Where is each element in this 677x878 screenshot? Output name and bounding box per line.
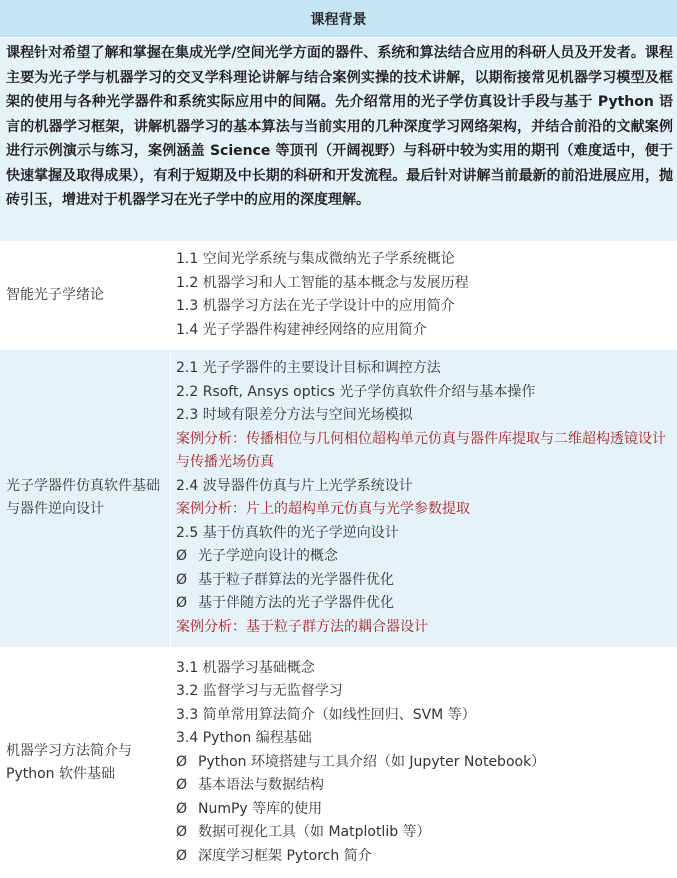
bullet-text: 基本语法与数据结构: [198, 777, 324, 794]
topic-item: 3.3 简单常用算法简介（如线性回归、SVM 等）: [176, 706, 476, 723]
topic-item: 1.2 机器学习和人工智能的基本概念与发展历程: [176, 274, 469, 291]
topic-item: 1.4 光子学器件构建神经网络的应用简介: [176, 321, 427, 338]
topic-item: 3.1 机器学习基础概念: [176, 659, 315, 676]
bullet-icon: Ø: [176, 800, 188, 817]
bullet-item: [176, 798, 675, 822]
module-label: 机器学习方法简介与 Python 软件基础: [6, 742, 132, 782]
case-study: 案例分析：基于粒子群方法的耦合器设计: [176, 618, 428, 635]
module-label: 光子学器件仿真软件基础与器件逆向设计: [6, 478, 160, 517]
bullet-item: [176, 592, 675, 616]
bullet-item: [176, 821, 675, 845]
case-study: 案例分析：片上的超构单元仿真与光学参数提取: [176, 501, 470, 517]
topic-item: 2.2 Rsoft, Ansys optics 光子学仿真软件介绍与基本操作: [176, 383, 536, 400]
bullet-item: [176, 774, 675, 798]
topic-item: 1.3 机器学习方法在光子学设计中的应用简介: [176, 298, 455, 314]
bullet-text: 数据可视化工具（如 Matplotlib 等）: [198, 824, 431, 841]
topic-item: 2.5 基于仿真软件的光子学逆向设计: [176, 524, 399, 541]
topic-item: 2.3 时域有限差分方法与空间光场模拟: [176, 407, 413, 423]
bullet-text: 光子学逆向设计的概念: [198, 548, 338, 564]
bullet-icon: Ø: [176, 847, 188, 864]
bullet-text: 基于粒子群算法的光学器件优化: [198, 571, 394, 588]
bullet-icon: Ø: [176, 571, 188, 588]
section-header: [0, 0, 677, 38]
bullet-icon: Ø: [176, 548, 188, 564]
topic-item: 1.1 空间光学系统与集成微纳光子学系统概论: [176, 251, 455, 267]
module-content: [176, 349, 675, 647]
module-row-1: [0, 241, 677, 349]
bullet-item: [176, 569, 675, 593]
intro-paragraph: 课程针对希望了解和掌握在集成光学/空间光学方面的器件、系统和算法结合应用的科研人员及开发者。课程主要为光子学与机器学习的交叉学科理论讲解与结合案例实操的技术讲解，以期衔接常见机器学习模型及框架的使用与各种光学器件和系统实际应用中的间隔。先介绍常用的光子学仿真设计手段与基于 Python 语言的机器学习框架，讲解机器学习的基本算法与当前实用的几种深度学习网络架构，并结合前沿的文献案例进行示例演示与练习，案例涵盖 Science 等顶刊（开阔视野）与科研中较为实用的期刊（难度适中，便于快速掌握及取得成果），有利于短期及中长期的科研和开发流程。最后针对讲解当前最新的前沿进展应用，抛砖引玉，增进对于机器学习在光子学中的应用的深度理解。: [0, 38, 677, 241]
topic-item: 3.4 Python 编程基础: [176, 730, 312, 747]
module-content: [176, 647, 675, 878]
bullet-text: 深度学习框架 Pytorch 简介: [198, 847, 372, 864]
bullet-item: [176, 751, 675, 775]
module-row-3: [0, 647, 677, 878]
section-title: 课程背景: [310, 11, 367, 28]
bullet-icon: Ø: [176, 824, 188, 841]
module-label: 智能光子学绪论: [6, 286, 104, 303]
case-study: 案例分析：传播相位与几何相位超构单元仿真与器件库提取与二维超构透镜设计与传播光场仿真: [176, 430, 666, 470]
bullet-text: Python 环境搭建与工具介绍（如 Jupyter Notebook）: [198, 753, 546, 770]
topic-item: 2.1 光子学器件的主要设计目标和调控方法: [176, 360, 441, 376]
bullet-text: NumPy 等库的使用: [198, 800, 323, 817]
bullet-text: 基于伴随方法的光子学器件优化: [198, 595, 394, 611]
bullet-item: [176, 845, 675, 869]
module-row-2: [0, 349, 677, 647]
bullet-icon: Ø: [176, 753, 188, 770]
bullet-icon: Ø: [176, 777, 188, 794]
topic-item: 2.4 波导器件仿真与片上光学系统设计: [176, 477, 413, 494]
topic-item: 3.2 监督学习与无监督学习: [176, 683, 343, 700]
bullet-item: [176, 545, 675, 569]
module-content: [176, 241, 675, 349]
bullet-icon: Ø: [176, 595, 188, 611]
